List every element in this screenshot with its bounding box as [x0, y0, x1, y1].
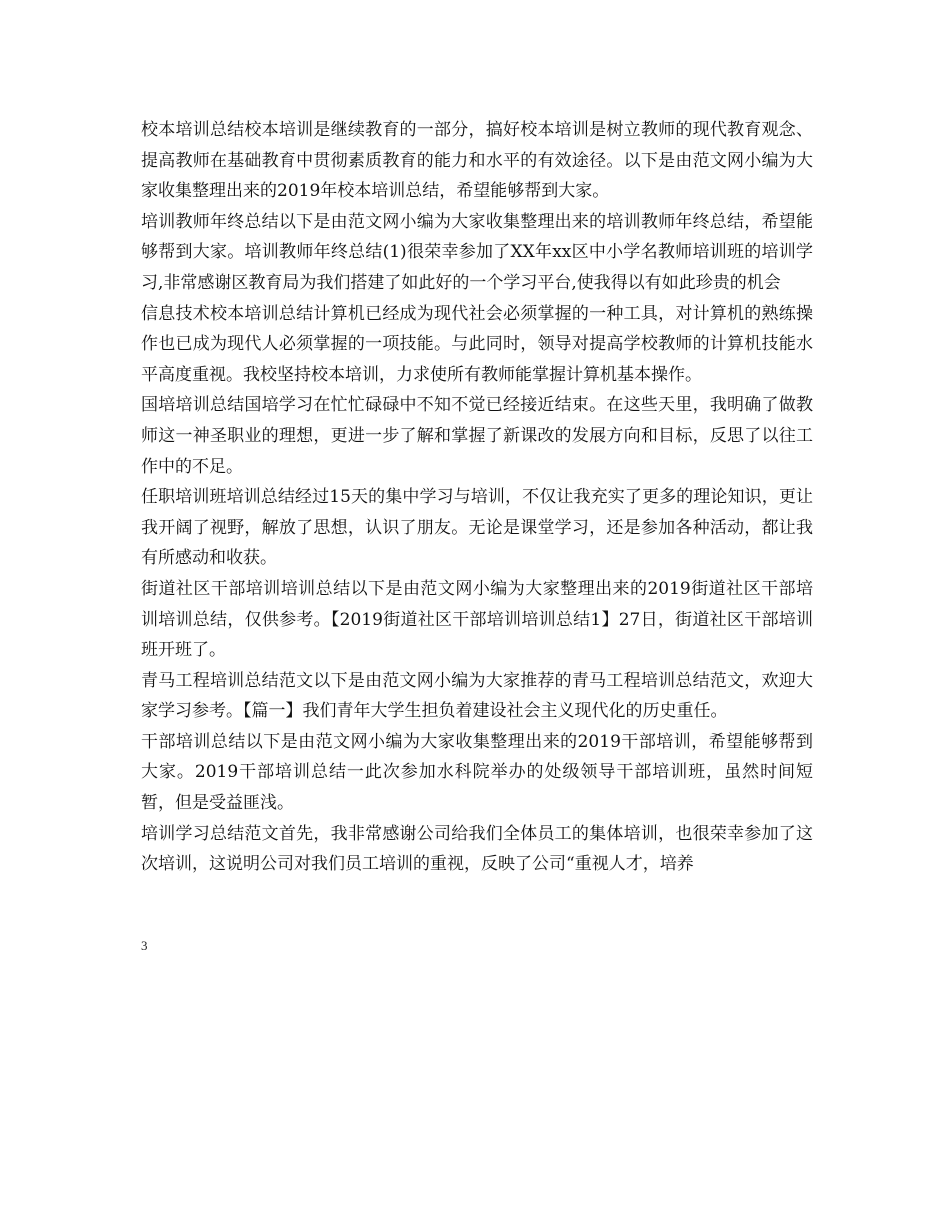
paragraph: 干部培训总结以下是由范文网小编为大家收集整理出来的2019干部培训，希望能够帮到大家。2019干部培训总结一此次参加水科院举办的处级领导干部培训班，虽然时间短暂，但是受益匪浅。	[141, 731, 813, 814]
paragraph: 街道社区干部培训培训总结以下是由范文网小编为大家整理出来的2019街道社区干部培训培训总结，仅供参考。【2019街道社区干部培训培训总结1】27日，街道社区干部培训班开班了。	[141, 578, 813, 661]
paragraph: 培训教师年终总结以下是由范文网小编为大家收集整理出来的培训教师年终总结，希望能够帮到大家。培训教师年终总结(1)很荣幸参加了XX年xx区中小学名教师培训班的培训学习,非常感谢区教育局为我们搭建了如此好的一个学习平台,使我得以有如此珍贵的机会	[141, 211, 813, 293]
paragraph: 青马工程培训总结范文以下是由范文网小编为大家推荐的青马工程培训总结范文，欢迎大家学习参考。【篇一】我们青年大学生担负着建设社会主义现代化的历史重任。	[141, 670, 813, 722]
paragraph: 培训学习总结范文首先，我非常感谢公司给我们全体员工的集体培训，也很荣幸参加了这次培训，这说明公司对我们员工培训的重视，反映了公司“重视人才，培养	[141, 823, 813, 875]
paragraph: 校本培训总结校本培训是继续教育的一部分，搞好校本培训是树立教师的现代教育观念、提高教师在基础教育中贯彻素质教育的能力和水平的有效途径。以下是由范文网小编为大家收集整理出来的2019年校本培训总结，希望能够帮到大家。	[141, 120, 813, 202]
paragraph: 任职培训班培训总结经过15天的集中学习与培训，不仅让我充实了更多的理论知识，更让我开阔了视野，解放了思想，认识了朋友。无论是课堂学习，还是参加各种活动，都让我有所感动和收获。	[141, 487, 813, 569]
document-body	[141, 115, 813, 880]
paragraph: 信息技术校本培训总结计算机已经成为现代社会必须掌握的一种工具，对计算机的熟练操作也已成为现代人必须掌握的一项技能。与此同时，领导对提高学校教师的计算机技能水平高度重视。我校坚持校本培训，力求使所有教师能掌握计算机基本操作。	[141, 303, 813, 385]
paragraph: 国培培训总结国培学习在忙忙碌碌中不知不觉已经接近结束。在这些天里，我明确了做教师这一神圣职业的理想，更进一步了解和掌握了新课改的发展方向和目标，反思了以往工作中的不足。	[141, 395, 813, 477]
page-number: 3	[141, 938, 148, 953]
